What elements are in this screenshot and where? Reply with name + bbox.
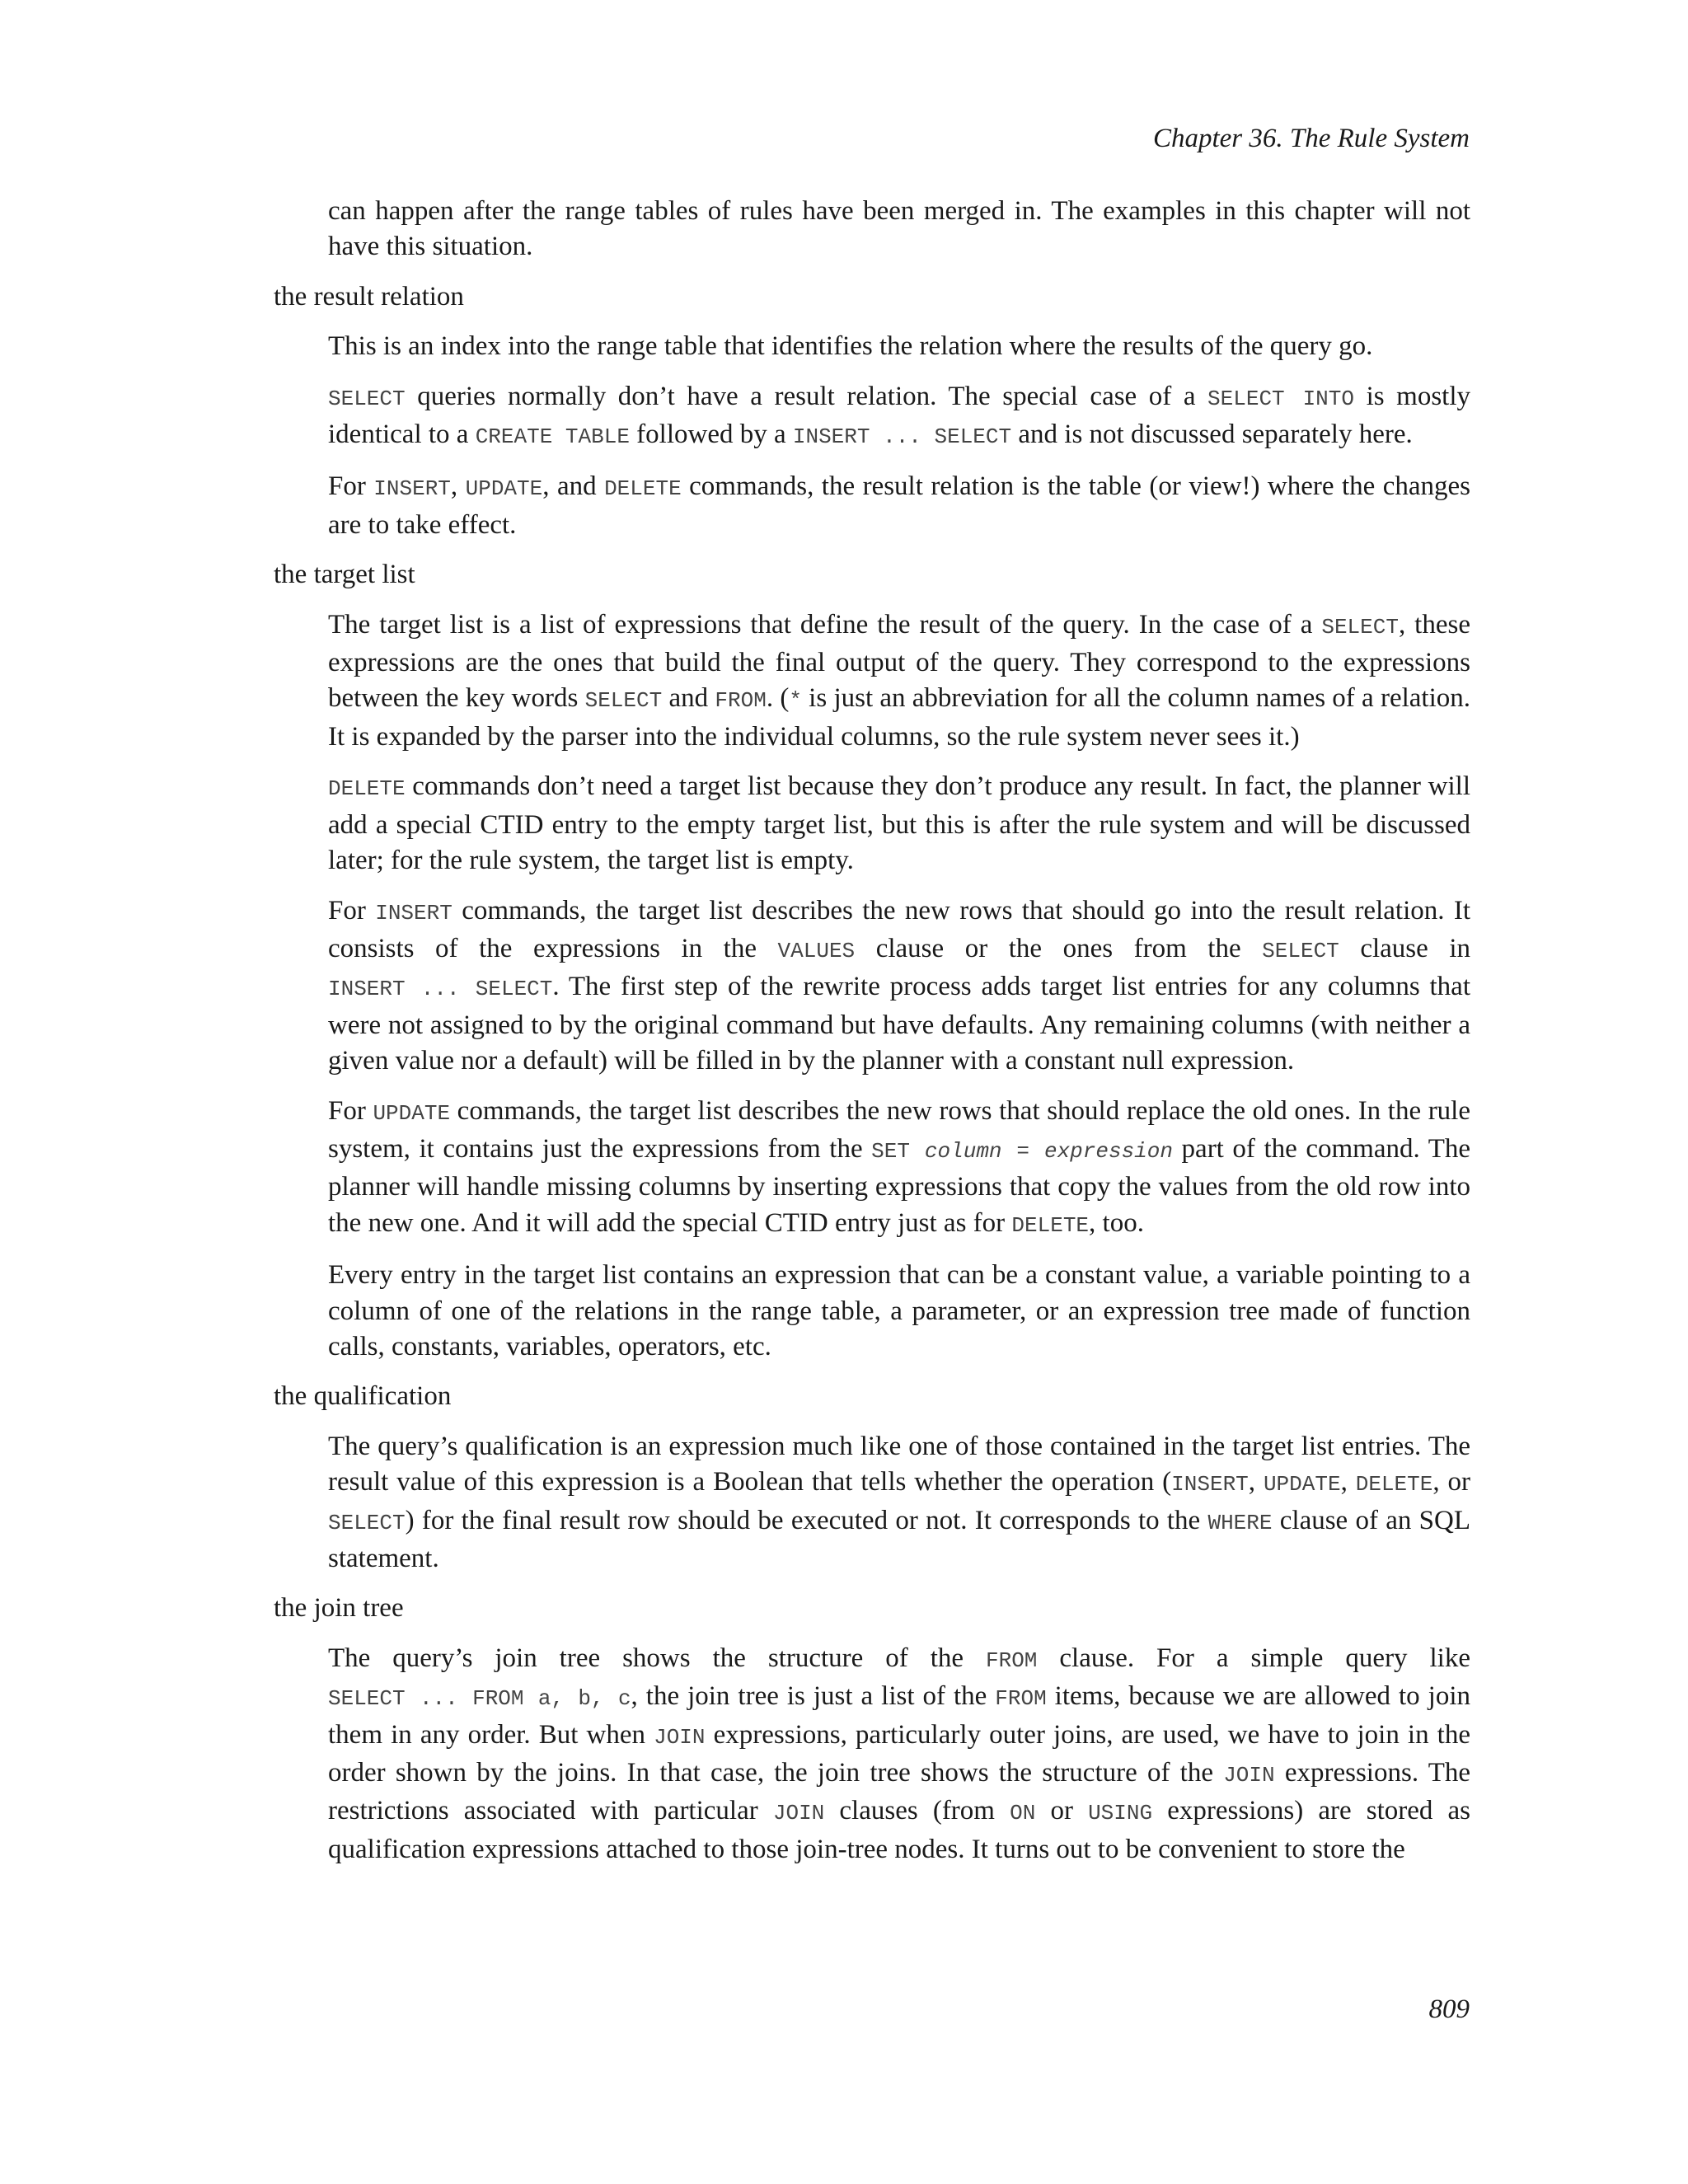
code-literal: SELECT INTO: [1207, 386, 1354, 411]
text-run: is mostly identical to a: [328, 381, 1470, 450]
text-run: . The first step of the rewrite process adds target list entries for any columns that were not assigned to by the original command but have defaults. Any remaining columns (with neither a given value nor a default) will be filled in by the planner with a constant null expression.: [328, 972, 1470, 1076]
running-header: Chapter 36. The Rule System: [1152, 124, 1470, 153]
code-literal: UPDATE: [1263, 1472, 1341, 1497]
text-run: commands, the result relation is the table (or view!) where the changes are to take effect.: [328, 471, 1471, 540]
target-list-paragraph-1: [328, 607, 1470, 756]
code-literal: ON: [1010, 1801, 1036, 1826]
code-literal: SELECT: [328, 1510, 406, 1535]
code-literal: DELETE: [328, 776, 406, 802]
code-literal: VALUES: [777, 938, 856, 963]
code-literal: SELECT: [328, 386, 406, 411]
code-literal: DELETE: [1011, 1212, 1090, 1238]
text-run: or: [1035, 1796, 1089, 1826]
text-run: For: [328, 895, 376, 926]
result-relation-paragraph-3: [328, 469, 1470, 543]
text-run: expressions, particularly outer joins, are used, we have to join in the order shown by the joins. In that case, the join tree shows the structure of the: [328, 1719, 1471, 1788]
text-run: ,: [1340, 1467, 1356, 1497]
code-literal: SELECT: [1321, 614, 1399, 640]
code-literal: *: [789, 688, 802, 714]
text-run: , these expressions are the ones that build the final output of the query. They correspond to the expressions between the key words: [328, 609, 1470, 714]
text-run: queries normally don’t have a result relation. The special case of a: [405, 381, 1208, 411]
code-literal: INSERT ... SELECT: [328, 977, 553, 1002]
text-run: and is not discussed separately here.: [1011, 419, 1413, 450]
text-run: and: [662, 683, 715, 714]
join-tree-paragraph: [328, 1641, 1470, 1868]
code-literal: SELECT ... FROM a, b, c: [328, 1686, 631, 1712]
text-run: This is an index into the range table that identifies the relation where the results of the query go.: [328, 331, 1373, 362]
code-literal: UPDATE: [373, 1100, 451, 1126]
text-run: commands, the target list describes the new rows that should go into the result relation. It consists of the expressions in the: [328, 895, 1471, 963]
code-literal: SELECT: [1262, 938, 1339, 963]
term-result-relation: the result relation: [274, 281, 464, 312]
text-run: items, because we are allowed to join them in any order. But when: [328, 1681, 1471, 1750]
text-run: is just an abbreviation for all the column names of a relation. It is expanded by the parser into the individual columns, so the rule system never sees it.): [328, 683, 1470, 752]
text-run: , too.: [1089, 1207, 1144, 1238]
text-run: For: [328, 471, 374, 502]
code-literal: FROM: [986, 1647, 1038, 1673]
text-run: followed by a: [629, 419, 793, 450]
code-literal: JOIN: [772, 1801, 825, 1826]
target-list-paragraph-5: [328, 1258, 1470, 1365]
code-literal: UPDATE: [465, 476, 543, 502]
code-literal: INSERT ... SELECT: [792, 424, 1012, 450]
text-run: expressions. The restrictions associated with particular: [328, 1758, 1470, 1826]
text-run: The target list is a list of expressions that define the result of the query. In the case of a: [328, 609, 1322, 640]
target-list-paragraph-4: [328, 1094, 1470, 1244]
result-relation-paragraph-2: [328, 379, 1470, 456]
code-literal: DELETE: [604, 476, 682, 502]
code-literal: FROM: [995, 1686, 1047, 1712]
target-list-paragraph-3: [328, 893, 1470, 1080]
page-body: [274, 194, 1471, 1882]
text-run: commands don’t need a target list because they don’t produce any result. In fact, the planner will add a special CTID entry to the empty target list, but this is after the rule system and will be discussed later; for the rule system, the target list is empty.: [328, 771, 1470, 876]
text-run: For: [328, 1095, 373, 1126]
page-number: 809: [1428, 1994, 1470, 2024]
code-literal: CREATE TABLE: [475, 424, 630, 450]
code-literal: SELECT: [584, 688, 663, 714]
intro-paragraph: [328, 194, 1470, 265]
term-target-list: the target list: [274, 560, 415, 590]
text-run: commands, the target list describes the new rows that should replace the old ones. In the rule system, it contains just the expressions from the: [328, 1095, 1470, 1164]
code-literal-italic: column = expression: [924, 1138, 1173, 1164]
code-literal: SET: [871, 1138, 910, 1164]
text-run: , and: [542, 471, 605, 502]
code-literal-space: [910, 1139, 925, 1164]
text-run: . (: [766, 683, 790, 714]
text-run: clause. For a simple query like: [1037, 1643, 1471, 1673]
result-relation-paragraph-1: [328, 329, 1470, 364]
text-run: ,: [450, 471, 466, 502]
text-run: , the join tree is just a list of the: [631, 1681, 996, 1712]
code-literal: FROM: [715, 688, 767, 714]
text-run: clause or the ones from the: [855, 933, 1263, 963]
code-literal: DELETE: [1355, 1472, 1433, 1497]
text-run: clause of an SQL statement.: [328, 1505, 1470, 1573]
code-literal: USING: [1088, 1801, 1153, 1826]
text-run: Every entry in the target list contains an expression that can be a constant value, a variable pointing to a column of one of the relations in the range table, a parameter, or an expression tree made of function calls, constants, variables, operators, etc.: [328, 1260, 1470, 1361]
code-literal: INSERT: [1171, 1472, 1249, 1497]
term-join-tree: the join tree: [274, 1593, 404, 1624]
text-run: part of the command. The planner will handle missing columns by inserting expressions that copy the values from the old row into the new one. And it will add the special CTID entry just as for: [328, 1133, 1470, 1238]
code-literal: JOIN: [654, 1724, 706, 1750]
text-run: The query’s join tree shows the structure of the: [328, 1643, 986, 1673]
text-run: , or: [1432, 1467, 1470, 1497]
text-run: clause in: [1339, 933, 1470, 963]
code-literal: INSERT: [373, 476, 451, 502]
text-run: ,: [1248, 1467, 1264, 1497]
text-run: clauses (from: [824, 1796, 1010, 1826]
qualification-paragraph: [328, 1429, 1470, 1577]
text-run: expressions) are stored as qualification expressions attached to those join-tree nodes. It turns out to be convenient to store the: [328, 1796, 1470, 1864]
term-qualification: the qualification: [274, 1381, 452, 1412]
text-run: can happen after the range tables of rules have been merged in. The examples in this chapter will not have this situation.: [328, 196, 1470, 262]
text-run: ) for the final result row should be executed or not. It corresponds to the: [405, 1505, 1208, 1535]
code-literal: WHERE: [1207, 1510, 1273, 1535]
code-literal: INSERT: [375, 900, 452, 926]
target-list-paragraph-2: [328, 769, 1470, 879]
code-literal: JOIN: [1223, 1763, 1275, 1788]
text-run: The query’s qualification is an expression much like one of those contained in the target list entries. The result value of this expression is a Boolean that tells whether the operation (: [328, 1431, 1470, 1497]
